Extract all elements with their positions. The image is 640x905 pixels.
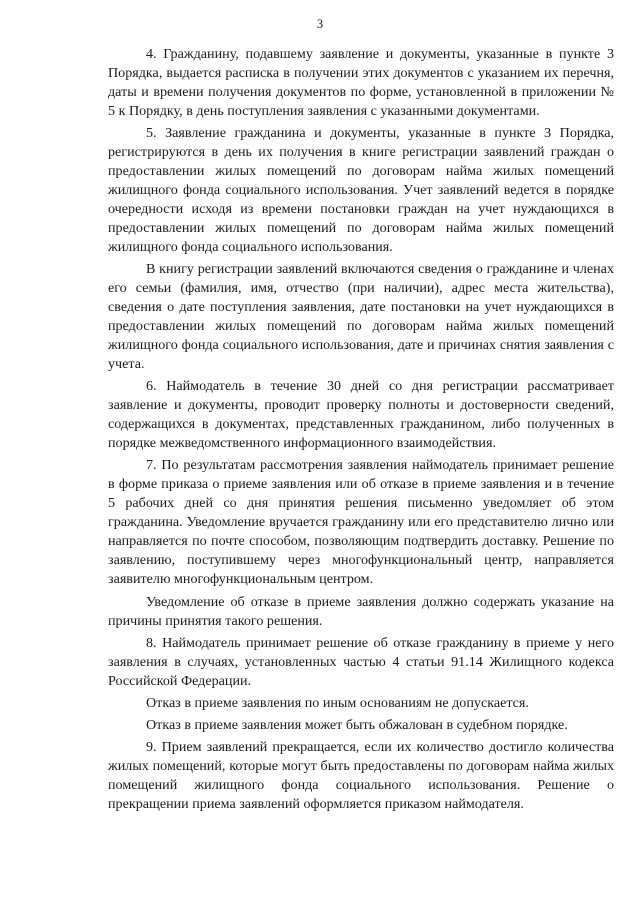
paragraph-appeal: Отказ в приеме заявления может быть обжалован в судебном порядке. (146, 717, 568, 733)
page-number: 3 (316, 17, 324, 31)
paragraph-item-7: 7. По результатам рассмотрения заявления наймодатель принимает решение в форме приказа о приеме заявления или об отказе в приеме заявления и в течение 5 рабочих дней со дня принятия решения письменно уведомляет об этом гражданина. Уведомление вручается гражданину или его представителю лично или направляется по почте способом, позволяющим подтвердить доставку. Решение по заявлению, поступившему через многофункциональный центр, направляется заявителю многофункциональным центром. (108, 457, 614, 587)
paragraph-item-5: 5. Заявление гражданина и документы, указанные в пункте 3 Порядка, регистрируются в день их получения в книге регистрации заявлений граждан о предоставлении жилых помещений по договорам найма жилых помещений жилищного фонда социального использования. Учет заявлений ведется в порядке очередности исходя из времени постановки граждан на учет нуждающихся в предоставлении жилых помещений по договорам найма жилых помещений жилищного фонда социального использования. (108, 125, 614, 255)
paragraph-other-grounds: Отказ в приеме заявления по иным основаниям не допускается. (146, 695, 529, 711)
paragraph-item-4: 4. Гражданину, подавшему заявление и документы, указанные в пункте 3 Порядка, выдается расписка в получении этих документов с указанием их перечня, даты и времени получения документов по форме, установленной в приложении № 5 к Порядку, в день поступления заявления с указанными документами. (108, 46, 614, 119)
paragraph-item-6: 6. Наймодатель в течение 30 дней со дня регистрации рассматривает заявление и документы, проводит проверку полноты и достоверности сведений, содержащихся в документах, представленных гражданином, либо полученных в порядке межведомственного информационного взаимодействия. (108, 378, 614, 451)
paragraph-item-9: 9. Прием заявлений прекращается, если их количество достигло количества жилых помещений, которые могут быть предоставлены по договорам найма жилых помещений жилищного фонда социального использования. Решение о прекращении приема заявлений оформляется приказом наймодателя. (108, 739, 614, 812)
paragraph-registration-book: В книгу регистрации заявлений включаются сведения о гражданине и членах его семьи (фамилия, имя, отчество (при наличии), адрес места жительства), сведения о дате поступления заявления, дате постановки на учет нуждающихся в предоставлении жилых помещений по договорам найма жилых помещений жилищного фонда социального использования, дате и причинах снятия заявления с учета. (108, 261, 614, 372)
document-body (108, 45, 614, 814)
paragraph-item-8: 8. Наймодатель принимает решение об отказе гражданину в приеме у него заявления в случаях, установленных частью 4 статьи 91.14 Жилищного кодекса Российской Федерации. (108, 635, 614, 689)
paragraph-refusal-notice: Уведомление об отказе в приеме заявления должно содержать указание на причины принятия такого решения. (108, 594, 614, 629)
